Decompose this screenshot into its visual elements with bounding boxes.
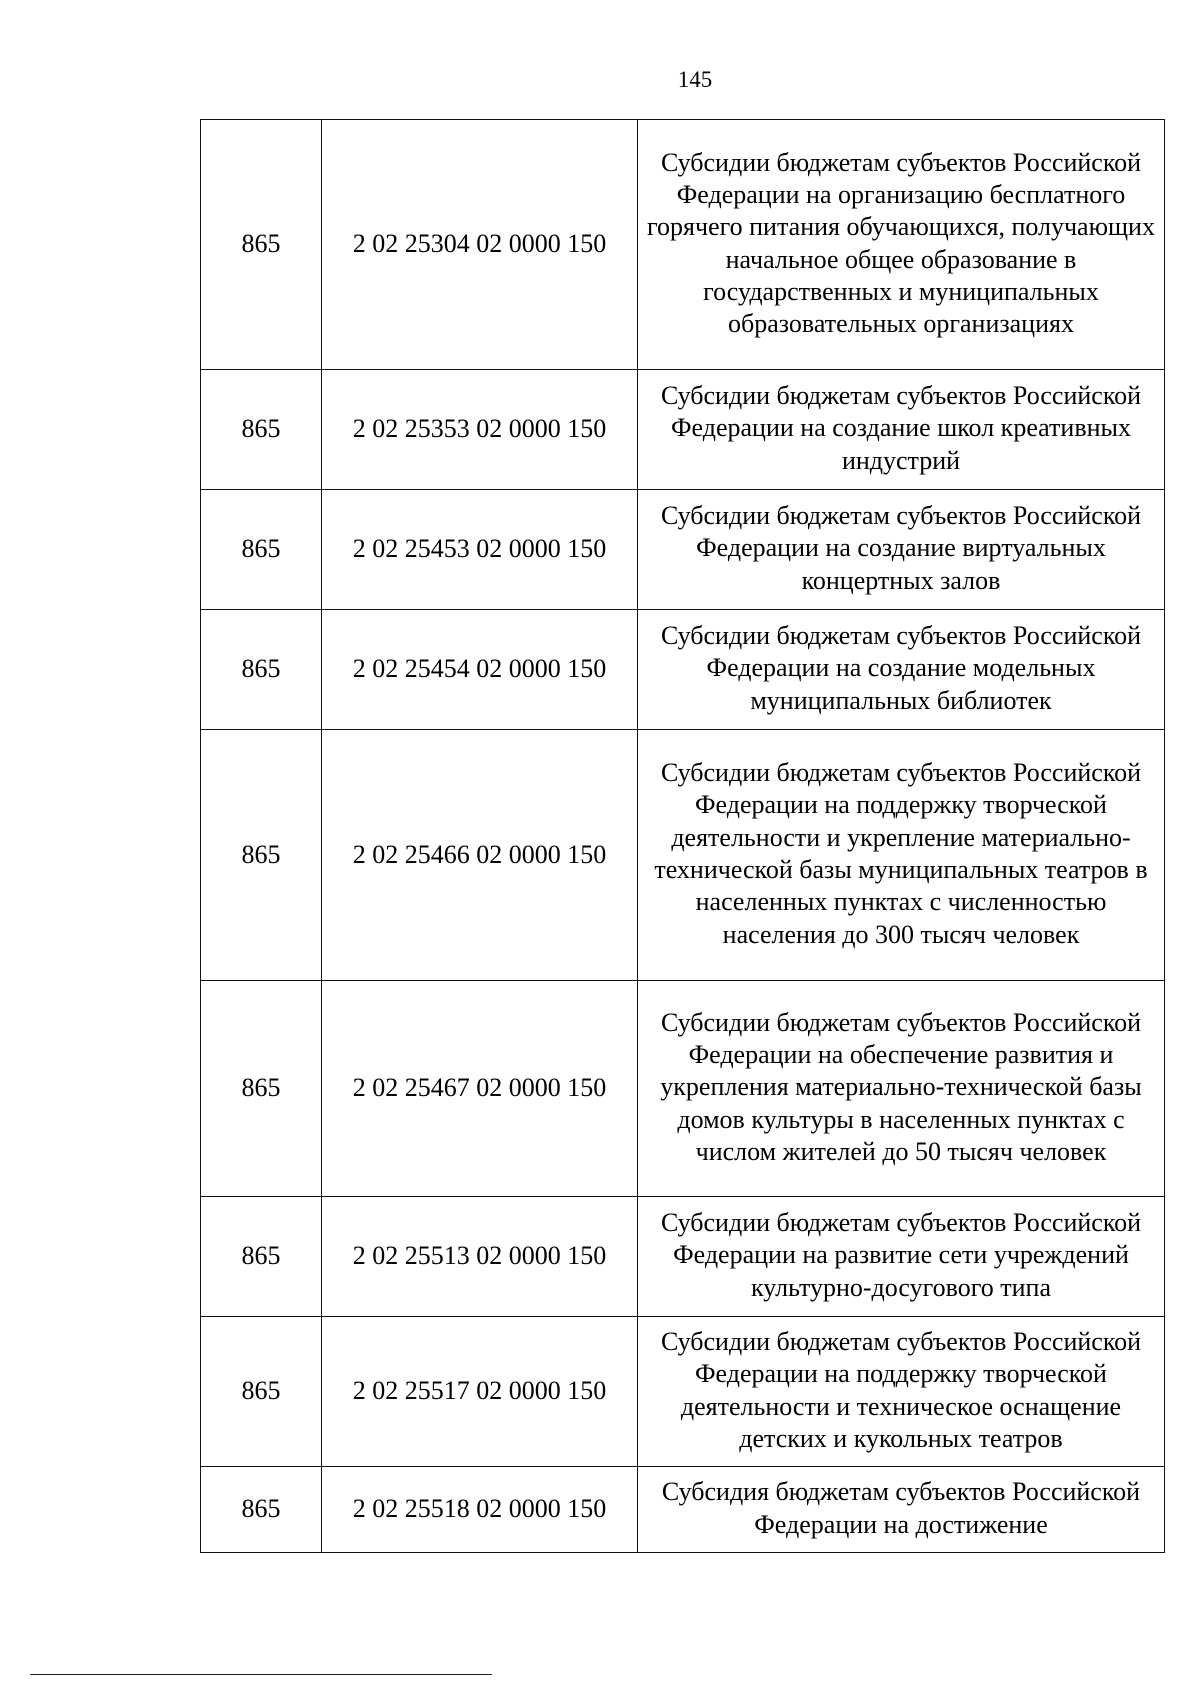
table-row [201, 981, 1165, 1197]
revenue-name-cell: Субсидии бюджетам субъектов Российской Федерации на обеспечение развития и укрепления материально-технической базы домов культуры в населенных пунктах с числом жителей до 50 тысяч человек [638, 981, 1165, 1197]
budget-code-cell: 2 02 25517 02 0000 150 [322, 1317, 638, 1467]
budget-code-cell: 2 02 25466 02 0000 150 [322, 730, 638, 981]
table-row [201, 120, 1165, 370]
budget-code-cell: 2 02 25467 02 0000 150 [322, 981, 638, 1197]
admin-code-cell: 865 [201, 490, 322, 610]
revenue-name-cell: Субсидии бюджетам субъектов Российской Федерации на создание школ креативных индустрий [638, 370, 1165, 490]
admin-code-cell: 865 [201, 730, 322, 981]
admin-code-cell: 865 [201, 120, 322, 370]
admin-code-cell: 865 [201, 370, 322, 490]
budget-code-cell: 2 02 25513 02 0000 150 [322, 1197, 638, 1317]
revenue-name-cell: Субсидии бюджетам субъектов Российской Федерации на поддержку творческой деятельности и укрепление материально-технической базы муниципальных театров в населенных пунктах с численностью населения до 300 тысяч человек [638, 730, 1165, 981]
admin-code-cell: 865 [201, 1317, 322, 1467]
table-row [201, 370, 1165, 490]
revenue-name-cell: Субсидии бюджетам субъектов Российской Федерации на создание виртуальных концертных залов [638, 490, 1165, 610]
admin-code-cell: 865 [201, 981, 322, 1197]
revenue-name-cell: Субсидия бюджетам субъектов Российской Федерации на достижение [638, 1467, 1165, 1553]
budget-codes-table [200, 119, 1165, 1553]
admin-code-cell: 865 [201, 610, 322, 730]
budget-code-cell: 2 02 25518 02 0000 150 [322, 1467, 638, 1553]
table-row [201, 490, 1165, 610]
table-row [201, 1317, 1165, 1467]
budget-code-cell: 2 02 25353 02 0000 150 [322, 370, 638, 490]
revenue-name-cell: Субсидии бюджетам субъектов Российской Федерации на организацию бесплатного горячего питания обучающихся, получающих начальное общее образование в государственных и муниципальных образовательных организациях [638, 120, 1165, 370]
admin-code-cell: 865 [201, 1467, 322, 1553]
revenue-name-cell: Субсидии бюджетам субъектов Российской Федерации на создание модельных муниципальных библиотек [638, 610, 1165, 730]
budget-code-cell: 2 02 25453 02 0000 150 [322, 490, 638, 610]
revenue-name-cell: Субсидии бюджетам субъектов Российской Федерации на поддержку творческой деятельности и техническое оснащение детских и кукольных театров [638, 1317, 1165, 1467]
footnote-rule [30, 1674, 492, 1675]
table-row [201, 1467, 1165, 1553]
table-row [201, 1197, 1165, 1317]
table-row [201, 730, 1165, 981]
page-number: 145 [677, 67, 713, 92]
table-row [201, 610, 1165, 730]
admin-code-cell: 865 [201, 1197, 322, 1317]
budget-code-cell: 2 02 25454 02 0000 150 [322, 610, 638, 730]
budget-code-cell: 2 02 25304 02 0000 150 [322, 120, 638, 370]
revenue-name-cell: Субсидии бюджетам субъектов Российской Федерации на развитие сети учреждений культурно-досугового типа [638, 1197, 1165, 1317]
